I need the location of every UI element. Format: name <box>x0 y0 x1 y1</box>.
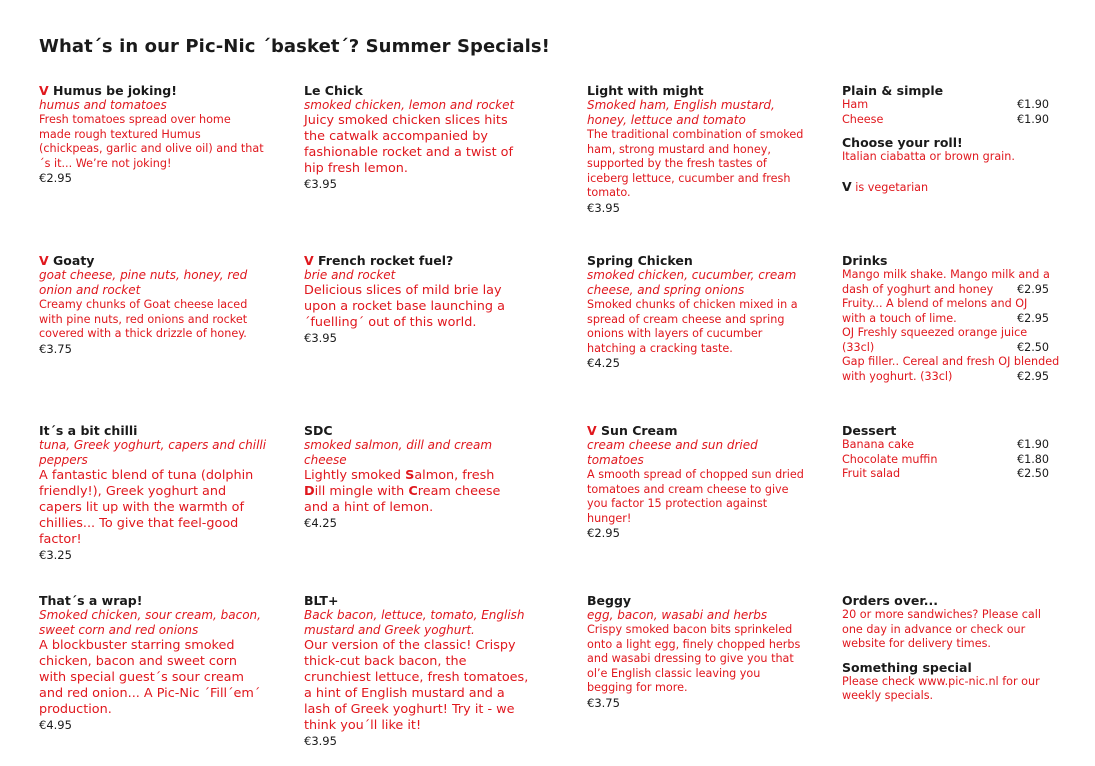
item-name: Le Chick <box>304 83 363 98</box>
item-description: A fantastic blend of tuna (dolphin friendly!), Greek yoghurt and capers lit up with the warmth of chillies... To give that feel-good factor! <box>39 468 254 547</box>
item-ingredients: humus and tomatoes <box>39 98 167 112</box>
item-price: €4.25 <box>304 516 337 530</box>
item-name: Beggy <box>587 593 632 608</box>
drinks-section <box>842 253 1062 384</box>
vegetarian-mark: V <box>39 253 49 268</box>
item-ingredients: smoked chicken, cucumber, cream cheese, and spring onions <box>587 268 797 297</box>
section-title: Drinks <box>842 253 888 268</box>
row-price: €2.95 <box>1017 369 1050 383</box>
vegetarian-mark: V <box>304 253 314 268</box>
menu-item-spring-chicken <box>587 253 802 370</box>
roll-options: Italian ciabatta or brown grain. <box>842 150 1015 163</box>
dessert-section <box>842 423 1062 482</box>
item-description: The traditional combination of smoked ham, strong mustard and honey, supported by the fresh tastes of iceberg lettuce, cucumber and fresh tomato. <box>587 128 804 199</box>
price-row: Banana cake €1.90 <box>842 438 1050 451</box>
item-price: €3.25 <box>39 548 72 562</box>
item-name: V Sun Cream <box>587 423 678 438</box>
item-name: Spring Chicken <box>587 253 693 268</box>
item-ingredients: tuna, Greek yoghurt, capers and chilli peppers <box>39 438 267 467</box>
item-price: €4.25 <box>587 356 620 370</box>
item-price: €3.95 <box>304 734 337 748</box>
row-price: €1.90 <box>1017 438 1050 451</box>
section-title: Orders over... <box>842 593 939 608</box>
item-description: Crispy smoked bacon bits sprinkeled onto a light egg, finely chopped herbs and wasabi dressing to give you that ol’e English classic leaving you begging for more. <box>587 623 801 694</box>
price-row: Fruit salad €2.50 <box>842 467 1050 480</box>
menu-item-sdc <box>304 423 519 530</box>
item-ingredients: Smoked ham, English mustard, honey, lettuce and tomato <box>587 98 775 127</box>
item-description: A smooth spread of chopped sun dried tomatoes and cream cheese to give you factor 15 protection against hunger! <box>587 468 804 525</box>
row-price: €2.95 <box>1017 282 1050 296</box>
item-ingredients: cream cheese and sun dried tomatoes <box>587 438 758 467</box>
item-description: Fresh tomatoes spread over home made rough textured Humus (chickpeas, garlic and olive oil) and that´s it... We’re not joking! <box>39 113 264 170</box>
item-ingredients: smoked salmon, dill and cream cheese <box>304 438 493 467</box>
menu-item-light-with-might <box>587 83 807 215</box>
item-name: V French rocket fuel? <box>304 253 454 268</box>
item-description: A blockbuster starring smoked chicken, bacon and sweet corn with special guest´s sour cream and red onion... A Pic-Nic ´Fill´em´ production. <box>39 638 261 717</box>
row-price: €2.50 <box>1017 340 1050 354</box>
plain-and-simple-section <box>842 83 1062 195</box>
item-price: €3.75 <box>587 695 620 710</box>
price-row: Gap filler.. Cereal and fresh OJ blended with yoghurt. (33cl) €2.95 <box>842 355 1060 383</box>
item-description: Delicious slices of mild brie lay upon a rocket base launching a ´fuelling´ out of this world. <box>304 283 505 330</box>
item-name: V Goaty <box>39 253 95 268</box>
row-price: €1.80 <box>1017 452 1050 466</box>
item-name: SDC <box>304 423 333 438</box>
vegetarian-legend: V is vegetarian <box>842 178 929 194</box>
item-price: €3.95 <box>587 200 620 215</box>
vegetarian-mark: V <box>39 83 49 98</box>
item-ingredients: goat cheese, pine nuts, honey, red onion and rocket <box>39 268 248 297</box>
price-row: Cheese €1.90 <box>842 112 1050 126</box>
item-description: Smoked chunks of chicken mixed in a spread of cream cheese and spring onions with layers of cucumber hatching a cracking taste. <box>587 298 798 355</box>
row-price: €1.90 <box>1017 98 1050 111</box>
page-title: What´s in our Pic-Nic ´basket´? Summer Specials! <box>39 36 550 57</box>
item-name: V Humus be joking! <box>39 83 177 98</box>
menu-item-chilli <box>39 423 271 562</box>
row-price: €1.90 <box>1017 112 1050 126</box>
item-price: €3.75 <box>39 341 72 356</box>
section-title: Plain & simple <box>842 83 944 98</box>
item-description: Lightly smoked Salmon, fresh Dill mingle with Cream cheese and a hint of lemon. <box>304 468 501 515</box>
item-ingredients: egg, bacon, wasabi and herbs <box>587 608 768 622</box>
section-title: Dessert <box>842 423 897 438</box>
choose-roll-title: Choose your roll! <box>842 135 963 150</box>
row-price: €2.95 <box>1017 311 1050 325</box>
menu-item-french-rocket <box>304 253 529 345</box>
item-price: €2.95 <box>39 171 72 185</box>
something-special-text: Please check www.pic-nic.nl for our weekly specials. <box>842 674 1040 702</box>
item-price: €3.95 <box>304 177 337 191</box>
menu-item-humus <box>39 83 264 185</box>
menu-item-le-chick <box>304 83 529 191</box>
price-row: Mango milk shake. Mango milk and a dash of yoghurt and honey €2.95 <box>842 268 1050 296</box>
price-row: Fruity... A blend of melons and OJ with a touch of lime. €2.95 <box>842 297 1050 325</box>
price-row: Chocolate muffin €1.80 <box>842 452 1050 466</box>
item-description: Our version of the classic! Crispy thick-cut back bacon, the crunchiest lettuce, fresh tomatoes, a hint of English mustard and a lash of Greek yoghurt! Try it - we think you´ll like it! <box>304 638 529 733</box>
item-description: Juicy smoked chicken slices hits the catwalk accompanied by fashionable rocket and a twist of hip fresh lemon. <box>304 113 514 176</box>
price-row: OJ Freshly squeezed orange juice (33cl) €2.50 <box>842 326 1050 354</box>
item-name: BLT+ <box>304 593 339 608</box>
item-ingredients: Smoked chicken, sour cream, bacon, sweet corn and red onions <box>39 608 261 637</box>
menu-item-goaty <box>39 253 259 356</box>
item-description: Creamy chunks of Goat cheese laced with pine nuts, red onions and rocket covered with a thick drizzle of honey. <box>39 298 248 340</box>
item-name: It´s a bit chilli <box>39 423 138 438</box>
something-special-title: Something special <box>842 659 972 675</box>
item-ingredients: Back bacon, lettuce, tomato, English mustard and Greek yoghurt. <box>304 608 525 637</box>
menu-item-sun-cream <box>587 423 807 540</box>
item-price: €2.95 <box>587 526 620 540</box>
item-price: €3.95 <box>304 331 337 345</box>
item-ingredients: smoked chicken, lemon and rocket <box>304 98 515 112</box>
item-name: Light with might <box>587 83 704 98</box>
orders-text: 20 or more sandwiches? Please call one day in advance or check our website for delivery times. <box>842 608 1041 650</box>
vegetarian-mark: V <box>587 423 597 438</box>
item-price: €4.95 <box>39 718 72 732</box>
price-row: Ham €1.90 <box>842 98 1050 111</box>
row-price: €2.50 <box>1017 467 1050 480</box>
item-ingredients: brie and rocket <box>304 268 396 282</box>
menu-item-beggy <box>587 593 807 710</box>
menu-item-wrap <box>39 593 267 732</box>
item-name: That´s a wrap! <box>39 593 143 608</box>
menu-item-blt <box>304 593 529 748</box>
orders-section <box>842 593 1047 704</box>
